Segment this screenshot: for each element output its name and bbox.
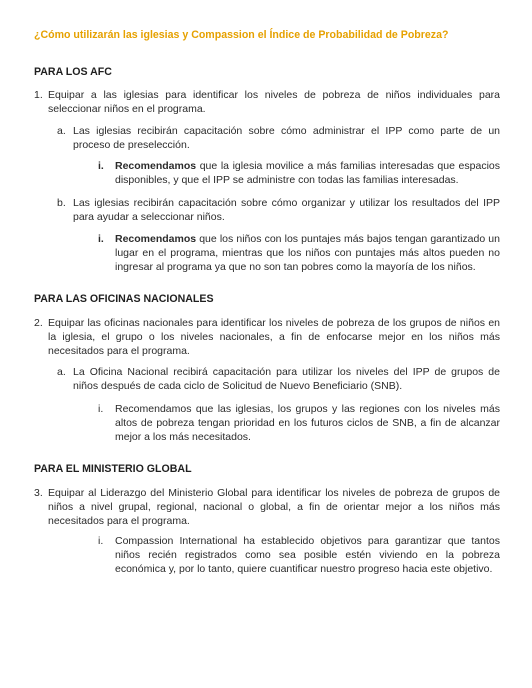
point-1b-i [98, 232, 500, 275]
point-text: que los niños con los puntajes más bajos tengan garantizado un lugar en el programa, mientras que los niños con puntajes más altos pueden no ingresar al programa ya que no son tan pobres como la mayoría de los niños. [115, 233, 500, 274]
sub-item-text: Las iglesias recibirán capacitación sobre cómo administrar el IPP como parte de un proceso de preselección. [73, 125, 500, 152]
sub-item-1a [57, 124, 500, 152]
section-heading-global-ministry: PARA EL MINISTERIO GLOBAL [34, 463, 192, 475]
point-marker: i. [98, 233, 104, 245]
point-1a-i [98, 159, 500, 187]
point-marker: i. [98, 535, 104, 547]
item-number: 3. [34, 487, 43, 499]
numbered-item-3 [34, 486, 500, 529]
sub-item-2a [57, 365, 500, 393]
point-marker: i. [98, 403, 104, 415]
sub-item-marker: a. [57, 125, 66, 137]
item-number: 2. [34, 317, 43, 329]
numbered-item-2 [34, 316, 500, 359]
point-marker: i. [98, 160, 104, 172]
point-3-i [98, 534, 500, 577]
section-heading-national-offices: PARA LAS OFICINAS NACIONALES [34, 293, 214, 305]
sub-item-1b [57, 196, 500, 224]
point-emphasis: Recomendamos [115, 233, 197, 245]
section-heading-afc: PARA LOS AFC [34, 66, 112, 78]
point-emphasis: Recomendamos [115, 160, 197, 172]
sub-item-marker: a. [57, 366, 66, 378]
point-text: Compassion International ha establecido objetivos para garantizar que tantos niños recién registrados como sea posible estén viviendo en la pobreza económica y, por lo tanto, quiere cuantificar nuestro progreso hacia este objetivo. [115, 535, 500, 576]
sub-item-text: Las iglesias recibirán capacitación sobre cómo organizar y utilizar los resultados del IPP para ayudar a seleccionar niños. [73, 197, 500, 224]
item-number: 1. [34, 89, 43, 101]
sub-item-marker: b. [57, 197, 66, 209]
item-text: Equipar a las iglesias para identificar los niveles de pobreza de niños individuales para seleccionar niños en el programa. [48, 89, 500, 116]
item-text: Equipar las oficinas nacionales para identificar los niveles de pobreza de los grupos de niños en la iglesia, el grupo o los niveles nacionales, a fin de enfocarse mejor en los niños más necesitados para el programa. [48, 317, 500, 358]
page-title: ¿Cómo utilizarán las iglesias y Compassion el Índice de Probabilidad de Pobreza? [34, 29, 449, 41]
sub-item-text: La Oficina Nacional recibirá capacitación para utilizar los niveles del IPP de grupos de niños después de cada ciclo de Solicitud de Nuevo Beneficiario (SNB). [73, 366, 500, 393]
item-text: Equipar al Liderazgo del Ministerio Global para identificar los niveles de pobreza de grupos de niños a nivel grupal, regional, nacional o global, a fin de orientar mejor a los niños más necesitados para el programa. [48, 487, 500, 528]
point-text: Recomendamos que las iglesias, los grupos y las regiones con los niveles más altos de pobreza tengan prioridad en los futuros ciclos de SNB, a fin de alcanzar mejor a los más necesitados. [115, 403, 500, 444]
point-text: que la iglesia movilice a más familias interesadas que espacios disponibles, y que el IPP se administre con todas las familias interesadas. [115, 160, 500, 187]
numbered-item-1 [34, 88, 500, 116]
point-2a-i [98, 402, 500, 445]
